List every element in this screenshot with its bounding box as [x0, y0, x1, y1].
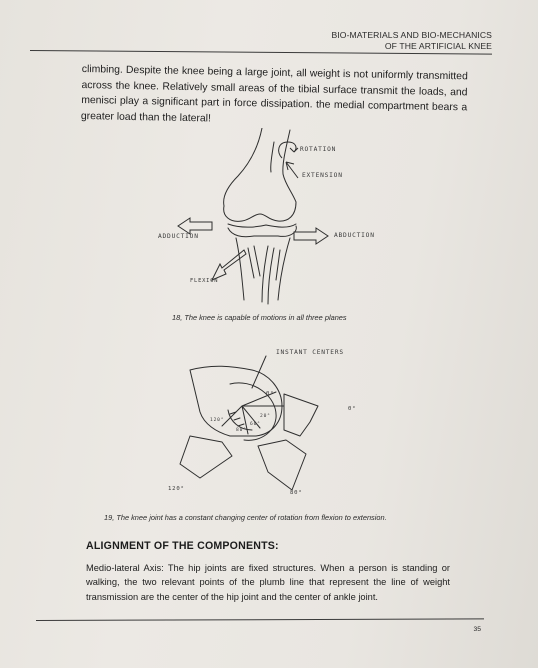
label-adduction: ADDUCTION [158, 233, 199, 240]
label-angle-120: 120° [168, 486, 185, 492]
label-angle-0-right: 0° [348, 406, 357, 412]
footer-rule [36, 618, 484, 621]
running-header-line-2: OF THE ARTIFICIAL KNEE [384, 40, 492, 51]
label-angle-0-top: 0° [266, 391, 275, 397]
intro-paragraph: climbing. Despite the knee being a large joint, all weight is not uniformly transmitted across the knee. Relatively small areas of the tibial surface transmit the loads, and menisci play a significant part in force dissipation. the medial compartment bears a greater load than the lateral! [80, 64, 468, 125]
section-heading: ALIGNMENT OF THE COMPONENTS: [86, 540, 279, 552]
instant-centers-drawing [160, 344, 380, 504]
label-angle-60-small: 60° [250, 422, 261, 427]
running-header [331, 30, 492, 51]
section-paragraph: Medio-lateral Axis: The hip joints are fixed structures. When a person is standing or walking, the two relevant points of the plumb line that represent the line of weight transmission are the center of the hip joint and the center of ankle joint. [86, 563, 450, 602]
figure-18-caption: 18, The knee is capable of motions in all three planes [172, 313, 347, 322]
label-instant-centers: INSTANT CENTERS [276, 349, 344, 356]
figure-19-instant-centers [160, 344, 380, 504]
label-flexion: FLEXION [190, 278, 219, 284]
running-header-line-1: BIO-MATERIALS AND BIO-MECHANICS [331, 30, 492, 40]
label-angle-20: 20° [260, 414, 271, 419]
label-abduction: ABDUCTION [334, 232, 375, 239]
label-extension: EXTENSION [302, 172, 343, 179]
knee-motions-drawing [150, 128, 400, 308]
figure-19-caption: 19, The knee joint has a constant changing center of rotation from flexion to extension. [104, 513, 387, 522]
label-angle-120-small: 120° [210, 418, 225, 423]
page-number: 35 [473, 626, 481, 633]
label-angle-80: 80° [290, 490, 303, 496]
label-rotation: ROTATION [300, 146, 337, 153]
figure-18-knee-motions [150, 128, 400, 308]
label-angle-80-small: 80° [236, 428, 247, 433]
